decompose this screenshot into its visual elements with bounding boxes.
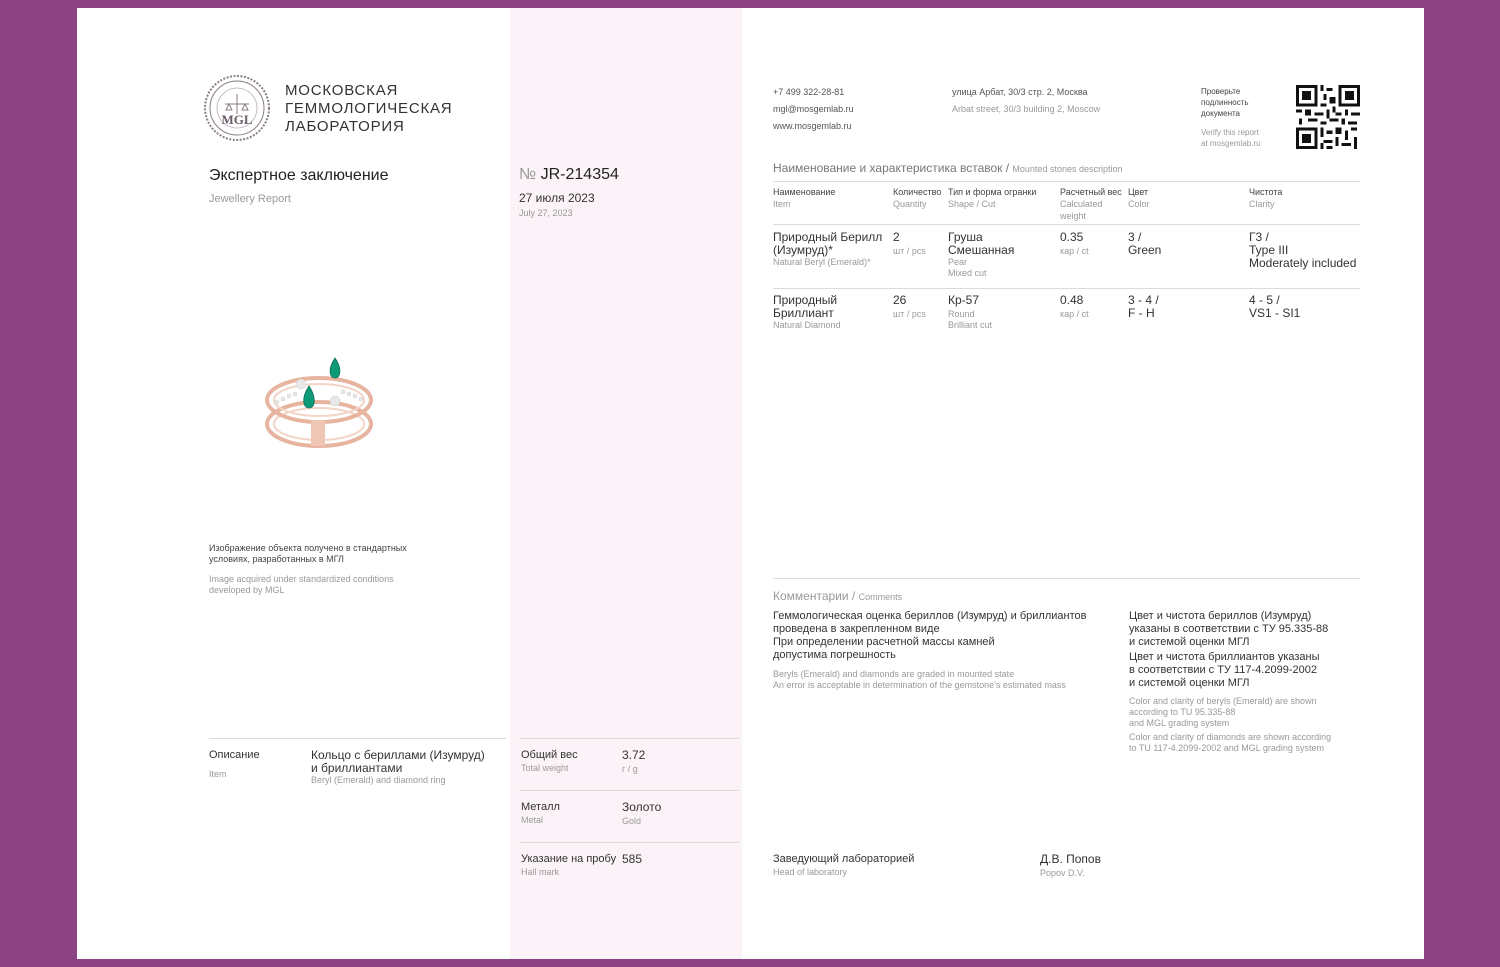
header-color: Цвет Color	[1128, 187, 1150, 209]
email: mgl@mosgemlab.ru	[773, 104, 854, 114]
image-caption: Изображение объекта получено в стандартных условиях, разработанных в МГЛ Image acquired under standardized conditions developed by MGL	[209, 543, 407, 595]
divider	[773, 288, 1360, 289]
header-item: Наименование Item	[773, 187, 836, 209]
divider	[773, 578, 1360, 579]
signature-name: Д.В. Попов Popov D.V.	[1040, 852, 1101, 878]
report-title: Экспертное заключение	[209, 167, 389, 184]
divider	[773, 181, 1360, 182]
report-title-en: Jewellery Report	[209, 193, 291, 205]
website: www.mosgemlab.ru	[773, 121, 852, 131]
comments-right: Цвет и чистота бериллов (Изумруд) указаны в соответствии с ТУ 95.335-88 и системой оценки МГЛ Цвет и чистота бриллиантов указаны в соответствии с ТУ 117-4.2099-2002 и системой оценки МГЛ Color and clarity of beryls (Emerald) are shown according to TU 95.335-88 and MGL grading system Color and clarity of diamonds are shown according to TU 117-4.2099-2002 and MGL grading system	[1129, 610, 1332, 753]
table-row: Природный Бриллиант Natural Diamond	[773, 293, 841, 330]
description-label: Описание Item	[209, 749, 260, 779]
report-date: 27 июля 2023	[519, 191, 595, 205]
divider	[209, 738, 506, 739]
comments-title: Комментарии / Comments	[773, 589, 903, 603]
divider	[519, 790, 739, 791]
spec-total-weight: Общий вес Total weight	[521, 749, 578, 773]
table-row: Природный Берилл (Изумруд)* Natural Beryl (Emerald)*	[773, 230, 883, 267]
header-clarity: Чистота Clarity	[1249, 187, 1283, 209]
divider	[519, 842, 739, 843]
ring-image	[263, 356, 375, 452]
logo-text: MGL	[221, 112, 253, 127]
signature-role: Заведующий лабораторией Head of laboratory	[773, 853, 915, 877]
lab-name: МОСКОВСКАЯ ГЕММОЛОГИЧЕСКАЯ ЛАБОРАТОРИЯ	[285, 82, 453, 135]
report-number: № JR-214354	[519, 166, 619, 183]
report-sheet: MGL МОСКОВСКАЯ ГЕММОЛОГИЧЕСКАЯ ЛАБОРАТОРИЯ Экспертное заключение Jewellery Report № JR-214354 27 июля 2023 July 27, 2023 +7 499 322-28-81 mgl@mosgemlab.ru www.mosgemlab.ru улица Арбат, 30/3 стр. 2, Москва Arbat street, 30/3 building 2, Moscow Проверьте подлинность документа Verify this report at mosgemlab.ru Наименование и характеристика вставок / Mounted stones description Наименование Item Количество Quantity Тип и форма огранки Shape / Cut Расчетный вес Calculated weight Цвет Color Чистота Clarity Природный Берилл (Изумруд)* Natural Beryl (Emerald)* 2 шт / pcs Груша Смешанная Pear Mixed cut 0.35 кар / ct 3 / Green Г3 / Type III Moderately included Природный Бриллиант Natural Diamond 26 шт / pcs Кр-57 Round Brilliant cut 0.48 кар / ct 3 - 4 / F - H 4 - 5 / VS1 - SI1 Изображение объекта получено в стандартных условиях, разработанных в МГЛ Image acquired under standardized conditions developed by MGL Комментарии / Comments Геммологическая оценка бериллов (Изумруд) и бриллиантов проведена в закрепленном виде При определении расчетной массы камней допустима погрешность Beryls (Emerald) and diamonds are graded in mounted state An error is acceptable in determination of the gemstone's estimated mass Цвет и чистота бериллов (Изумруд) указаны в соответствии с ТУ 95.335-88 и системой оценки МГЛ Цвет и чистота бриллиантов указаны в соответствии с ТУ 117-4.2099-2002 и системой оценки МГЛ Color and clarity of beryls (Emerald) are shown according to TU 95.335-88 and MGL grading system Color and clarity of diamonds are shown according to TU 117-4.2099-2002 and MGL grading system Описание Item Кольцо с бериллами (Изумруд) и бриллиантами Beryl (Emerald) and diamond ring Общий вес Total weight 3.72 г / g Металл Metal Золото Gold Указание на пробу Hall mark 585 Заведующий лабораторией Head of laboratory Д.В. Попов Popov D.V.	[77, 8, 1424, 959]
header-quantity: Количество Quantity	[893, 187, 942, 209]
description-value: Кольцо с бериллами (Изумруд) и бриллиантами Beryl (Emerald) and diamond ring	[311, 748, 485, 785]
stones-section-title: Наименование и характеристика вставок / Mounted stones description	[773, 161, 1123, 175]
divider	[519, 738, 739, 739]
header-weight: Расчетный вес Calculated weight	[1060, 187, 1122, 221]
divider	[773, 224, 1360, 225]
verify-text: Проверьте подлинность документа Verify this report at mosgemlab.ru	[1201, 87, 1261, 148]
spec-hallmark: Указание на пробу Hall mark	[521, 853, 617, 877]
report-date-en: July 27, 2023	[519, 208, 573, 218]
mgl-seal-logo	[203, 74, 271, 142]
contact-info	[773, 84, 854, 135]
phone: +7 499 322-28-81	[773, 87, 845, 97]
qr-code-icon	[1296, 85, 1360, 149]
header-shape: Тип и форма огранки Shape / Cut	[948, 187, 1037, 209]
address: улица Арбат, 30/3 стр. 2, Москва Arbat street, 30/3 building 2, Moscow	[952, 87, 1101, 114]
comments-left: Геммологическая оценка бериллов (Изумруд) и бриллиантов проведена в закрепленном виде При определении расчетной массы камней допустима погрешность Beryls (Emerald) and diamonds are graded in mounted state An error is acceptable in determination of the gemstone's estimated mass	[773, 610, 1087, 690]
spec-metal: Металл Metal	[521, 801, 560, 825]
